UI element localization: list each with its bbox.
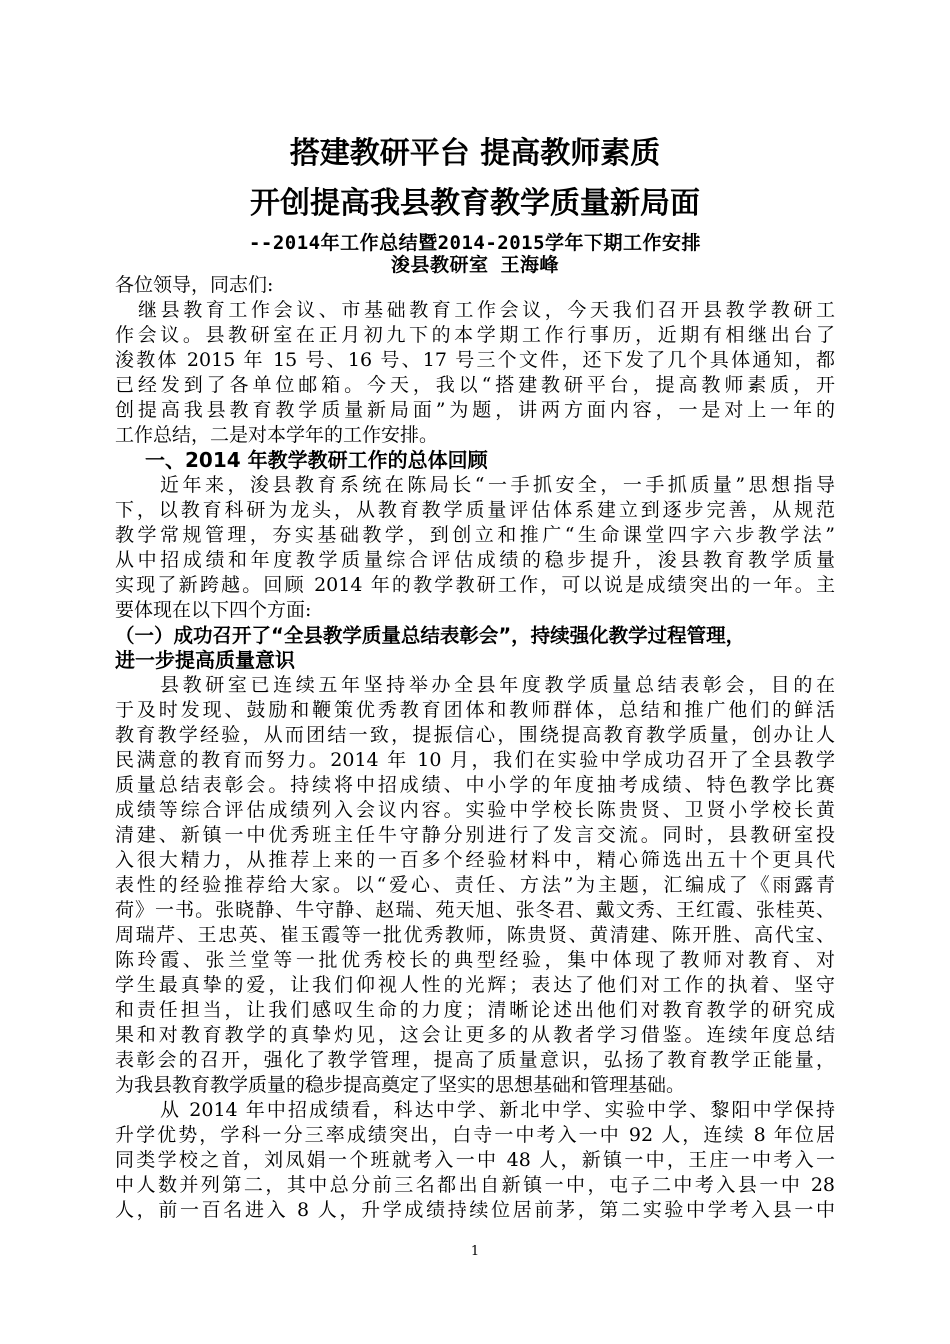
body-line: 升学优势，学科一分三率成绩突出，白寺一中考入一中 92 人，连续 8 年位居 bbox=[115, 1124, 835, 1146]
section-line: 教学常规管理，夯实基础教学，到创立和推广“生命课堂四字六步教学法” bbox=[115, 524, 835, 546]
section-line: 下，以教育科研为龙头，从教育教学质量评估体系建立到逐步完善，从规范 bbox=[115, 499, 835, 521]
body-line: 入很大精力，从推荐上来的一百多个经验材料中，精心筛选出五十个更具代 bbox=[115, 849, 835, 871]
title-line-2: 开创提高我县教育教学质量新局面 bbox=[250, 186, 700, 221]
body-line: 人，前一百名进入 8 人，升学成绩持续位居前茅，第二实验中学考入县一中 bbox=[115, 1199, 835, 1221]
body-line: 同类学校之首，刘凤娟一个班就考入一中 48 人，新镇一中，王庄一中考入一 bbox=[115, 1149, 835, 1171]
body-line: 民满意的教育而努力。2014 年 10 月，我们在实验中学成功召开了全县教学 bbox=[115, 749, 835, 771]
section-line: 要体现在以下四个方面: bbox=[115, 599, 312, 621]
body-line: 陈玲霞、张兰堂等一批优秀校长的典型经验，集中体现了教师对教育、对 bbox=[115, 949, 835, 971]
body-line: 于及时发现、鼓励和鞭策优秀教育团体和教师群体，总结和推广他们的鲜活 bbox=[115, 699, 835, 721]
subtitle: --2014年工作总结暨2014-2015学年下期工作安排 bbox=[248, 232, 702, 254]
body-line: 教育教学经验，从而团结一致，提振信心，围绕提高教育教学质量，创办让人 bbox=[115, 724, 835, 746]
title-line-1: 搭建教研平台 提高教师素质 bbox=[289, 136, 661, 171]
author-line: 浚县教研室 王海峰 bbox=[391, 254, 559, 276]
body-line: 清建、新镇一中优秀班主任牛守静分别进行了发言交流。同时，县教研室投 bbox=[115, 824, 835, 846]
body-line: 成绩等综合评估成绩列入会议内容。实验中学校长陈贵贤、卫贤小学校长黄 bbox=[115, 799, 835, 821]
intro-line: 继县教育工作会议、市基础教育工作会议，今天我们召开县教学教研工 bbox=[138, 299, 835, 321]
body-line: 和责任担当，让我们感叹生命的力度；清晰论述出他们对教育教学的研究成 bbox=[115, 999, 835, 1021]
body-line: 表彰会的召开，强化了教学管理，提高了质量意识，弘扬了教育教学正能量， bbox=[115, 1049, 835, 1071]
body-line: 果和对教育教学的真挚灼见，这会让更多的从教者学习借鉴。连续年度总结 bbox=[115, 1024, 835, 1046]
intro-line: 工作总结，二是对本学年的工作安排。 bbox=[115, 424, 439, 446]
intro-line: 已经发到了各单位邮箱。今天，我以“搭建教研平台，提高教师素质，开 bbox=[115, 374, 835, 396]
section-line: 从中招成绩和年度教学质量综合评估成绩的稳步提升，浚县教育教学质量 bbox=[115, 549, 835, 571]
body-line: 荷》一书。张晓静、牛守静、赵瑞、苑天旭、张冬君、戴文秀、王红霞、张桂英、 bbox=[115, 899, 835, 921]
body-line: 县教研室已连续五年坚持举办全县年度教学质量总结表彰会，目的在 bbox=[160, 674, 835, 696]
section-line: 实现了新跨越。回顾 2014 年的教学教研工作，可以说是成绩突出的一年。主 bbox=[115, 574, 835, 596]
subsection-heading: （一）成功召开了“全县教学质量总结表彰会”，持续强化教学过程管理， bbox=[115, 624, 746, 647]
body-line: 为我县教育教学质量的稳步提高奠定了坚实的思想基础和管理基础。 bbox=[115, 1074, 686, 1096]
body-line: 表性的经验推荐给大家。以“爱心、责任、方法”为主题，汇编成了《雨露青 bbox=[115, 874, 835, 896]
page-number: 1 bbox=[470, 1244, 480, 1259]
document-page bbox=[115, 0, 835, 1344]
greeting: 各位领导，同志们: bbox=[115, 274, 274, 296]
body-line: 质量总结表彰会。持续将中招成绩、中小学的年度抽考成绩、特色教学比赛 bbox=[115, 774, 835, 796]
body-line: 从 2014 年中招成绩看，科达中学、新北中学、实验中学、黎阳中学保持 bbox=[160, 1099, 835, 1121]
subsection-heading: 进一步提高质量意识 bbox=[115, 648, 295, 672]
intro-line: 作会议。县教研室在正月初九下的本学期工作行事历，近期有相继出台了 bbox=[115, 324, 835, 346]
section-line: 近年来，浚县教育系统在陈局长“一手抓安全，一手抓质量”思想指导 bbox=[160, 474, 835, 496]
body-line: 周瑞芹、王忠英、崔玉霞等一批优秀教师，陈贵贤、黄清建、陈开胜、高代宝、 bbox=[115, 924, 835, 946]
body-line: 中人数并列第二，其中总分前三名都出自新镇一中，屯子二中考入县一中 28 bbox=[115, 1174, 835, 1196]
section-heading: 一、2014 年教学教研工作的总体回顾 bbox=[145, 448, 488, 472]
body-line: 学生最真挚的爱，让我们仰视人性的光辉；表达了他们对工作的执着、坚守 bbox=[115, 974, 835, 996]
intro-line: 创提高我县教育教学质量新局面”为题，讲两方面内容，一是对上一年的 bbox=[115, 399, 835, 421]
intro-line: 浚教体 2015 年 15 号、16 号、17 号三个文件，还下发了几个具体通知，都 bbox=[115, 349, 835, 371]
